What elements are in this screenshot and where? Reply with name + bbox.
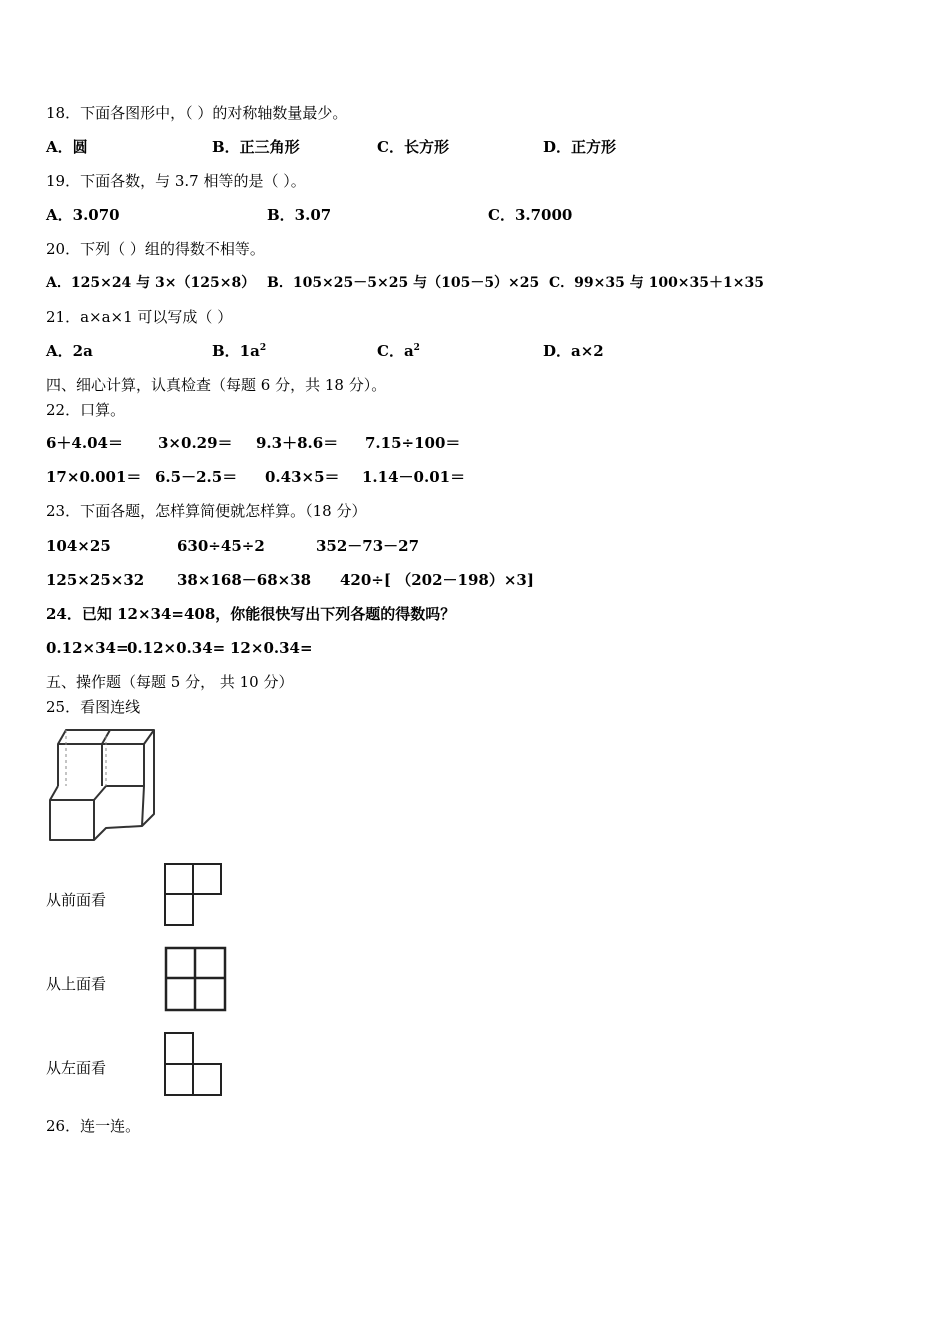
q23-item: 125×25×32 [46,571,145,589]
q20-stem: 20．下列（ ）组的得数不相等。 [46,240,265,258]
section-5-heading: 五、操作题（每题 5 分， 共 10 分） [46,673,294,691]
q23-item: 38×168－68×38 [177,571,312,589]
q23-item: 420÷[ （202－198）×3] [340,571,534,589]
q22-item: 17×0.001＝ [46,468,142,486]
q21-option-b: B．$1a^2$ [212,342,267,360]
cube-stack-figure [44,728,159,846]
q18-option-c: C．长方形 [377,138,449,156]
q25-stem: 25．看图连线 [46,698,141,716]
q23-item: 630÷45÷2 [177,537,265,555]
q20-option-c: C．99×35 与 100×35＋1×35 [549,275,764,291]
superscript: 2 [413,343,420,353]
q21-option-a: A．2a [46,342,93,360]
view-label-top: 从上面看 [46,975,107,993]
q18-option-b: B．正三角形 [212,138,300,156]
view-label-left: 从左面看 [46,1059,107,1077]
q22-item: 6.5－2.5＝ [155,468,238,486]
view-figure-2 [163,945,229,1013]
view-figure-1 [163,862,225,928]
q18-stem: 18．下面各图形中，（ ）的对称轴数量最少。 [46,104,348,122]
q21-option-c: C．$a^2$ [377,342,420,360]
q18-option-d: D．正方形 [543,138,617,156]
q20-option-a: A．125×24 与 3×（125×8） [46,275,256,291]
q22-item: 1.14－0.01＝ [362,468,466,486]
q24-stem: 24．已知 12×34=408，你能很快写出下列各题的得数吗？ [46,605,456,623]
q24-item: 0.12×34= [46,639,129,657]
view-figure-3 [163,1030,225,1098]
q21-stem: 21．a×a×1 可以写成（ ） [46,308,233,326]
q24-item: 0.12×0.34= [127,639,226,657]
q22-item: 0.43×5＝ [265,468,340,486]
q22-item: 7.15÷100＝ [365,434,461,452]
q19-option-c: C．3.7000 [488,206,573,224]
q26-stem: 26．连一连。 [46,1117,141,1135]
q24-item: 12×0.34= [230,639,313,657]
q22-stem: 22．口算。 [46,401,126,419]
q19-option-a: A．3.070 [46,206,120,224]
q23-item: 104×25 [46,537,111,555]
q21-option-d: D．a×2 [543,342,604,360]
view-label-front: 从前面看 [46,891,107,909]
q22-item: 9.3＋8.6＝ [256,434,339,452]
q23-stem: 23．下面各题，怎样算简便就怎样算。（18 分） [46,502,367,520]
q20-option-b: B．105×25－5×25 与（105－5）×25 [267,275,540,291]
q23-item: 352－73－27 [316,537,420,555]
superscript: 2 [259,343,267,353]
q18-option-a: A．圆 [46,138,88,156]
q22-item: 3×0.29＝ [158,434,233,452]
q19-option-b: B．3.07 [267,206,332,224]
section-4-heading: 四、细心计算，认真检查（每题 6 分，共 18 分）。 [46,376,387,394]
q22-item: 6＋4.04＝ [46,434,123,452]
q19-stem: 19．下面各数，与 3.7 相等的是（ ）。 [46,172,306,190]
